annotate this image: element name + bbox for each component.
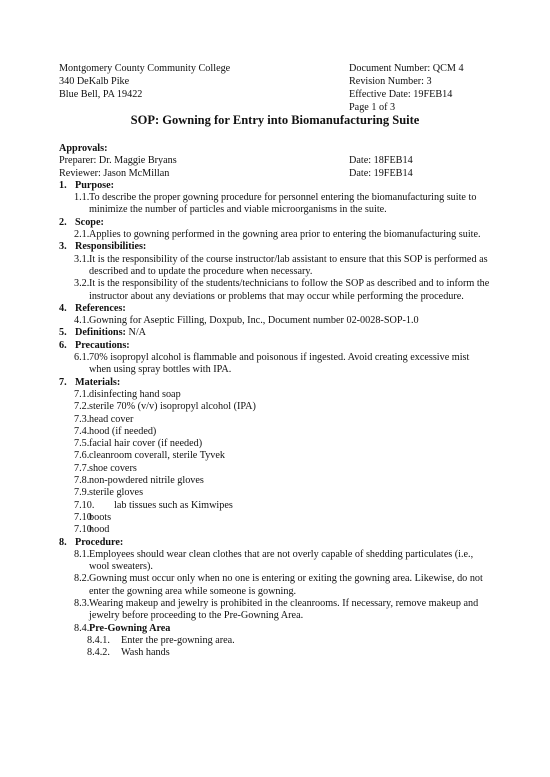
section-number: 4. [59, 302, 67, 314]
preparer-name: Preparer: Dr. Maggie Bryans [59, 155, 177, 167]
item-number: 7.3. [74, 413, 90, 425]
approvals-heading: Approvals: [59, 143, 108, 154]
item-number: 7.9. [74, 487, 90, 499]
list-item [59, 475, 491, 487]
item-number: 8.2. [74, 573, 90, 585]
revision-number: Revision Number: 3 [349, 76, 432, 87]
section-title: Procedure: [75, 536, 124, 548]
list-item [59, 598, 491, 623]
section-heading-responsibilities [59, 241, 491, 253]
reviewer-date: Date: 19FEB14 [349, 167, 413, 179]
item-text: shoe covers [89, 462, 137, 474]
item-text: It is the responsibility of the students/technicians to follow the SOP as described and to inform the instructor about any deviations or problems that may occur while performing the procedure. [89, 278, 490, 302]
item-text: 70% isopropyl alcohol is flammable and poisonous if ingested. Avoid creating excessive mist when using spray bottles with IPA. [89, 352, 470, 376]
document-header [59, 63, 491, 115]
header-row [59, 63, 491, 76]
list-item [59, 352, 491, 377]
header-row [59, 89, 491, 102]
section-heading-procedure [59, 537, 491, 549]
document-title: SOP: Gowning for Entry into Biomanufacturing Suite [130, 113, 420, 127]
item-number: 8.3. [74, 597, 90, 609]
item-text: non-powdered nitrile gloves [89, 475, 204, 487]
list-item [59, 463, 491, 475]
section-title: Responsibilities: [75, 241, 147, 253]
item-text: Gowning for Aseptic Filling, Doxpub, Inc., Document number 02-0028-SOP-1.0 [89, 315, 419, 327]
item-text: facial hair cover (if needed) [89, 438, 203, 450]
item-number: 7.6. [74, 450, 90, 462]
section-title: References: [75, 302, 126, 314]
item-number: 8.4. [74, 622, 90, 634]
item-number: 4.1. [74, 315, 90, 327]
item-text: Wearing makeup and jewelry is prohibited in the cleanrooms. If necessary, remove makeup and jewelry before proceeding to the Pre-Gowning Area. [89, 597, 479, 622]
address-street: 340 DeKalb Pike [59, 76, 130, 87]
list-item [59, 487, 491, 499]
item-text: head cover [89, 413, 134, 425]
document-body [59, 143, 491, 659]
list-item [59, 438, 491, 450]
section-inline-value: N/A [125, 327, 147, 339]
item-number: 7.10. [74, 499, 95, 511]
item-number: 7.7. [74, 462, 90, 474]
list-item [59, 401, 491, 413]
header-row [59, 76, 491, 89]
section-heading-definitions [59, 327, 491, 339]
list-item [59, 315, 491, 327]
section-title: Scope: [75, 216, 104, 228]
item-text: boots [89, 511, 112, 523]
section-heading-scope [59, 217, 491, 229]
list-item [59, 278, 491, 303]
list-item [59, 426, 491, 438]
college-name: Montgomery County Community College [59, 63, 231, 74]
list-item [59, 414, 491, 426]
section-number: 1. [59, 179, 67, 191]
sub-list-item [59, 647, 491, 659]
section-number: 8. [59, 536, 67, 548]
sections-list [59, 180, 491, 660]
item-text: hood [89, 524, 110, 536]
item-number: 7.5. [74, 438, 90, 450]
list-item [59, 450, 491, 462]
item-number: 3.2. [74, 278, 90, 290]
item-number: 8.1. [74, 548, 90, 560]
item-text: Pre-Gowning Area [89, 622, 171, 634]
section-number: 7. [59, 376, 67, 388]
section-heading-references [59, 303, 491, 315]
item-number: 8.4.2. [87, 647, 110, 659]
item-number: 7.10 [74, 511, 92, 523]
item-text: cleanroom coverall, sterile Tyvek [89, 450, 226, 462]
preparer-row [59, 155, 491, 167]
sub-list-item [59, 635, 491, 647]
item-text: Gowning must occur only when no one is entering or exiting the gowning area. Likewise, do not enter the gowning area while someone is gowning. [89, 573, 483, 597]
preparer-date: Date: 18FEB14 [349, 155, 413, 167]
item-number: 8.4.1. [87, 634, 110, 646]
item-text: Employees should wear clean clothes that are not overly capable of shedding particulates (i.e., wool sweaters). [89, 548, 474, 573]
list-item [59, 229, 491, 241]
item-text: sterile gloves [89, 487, 144, 499]
item-number: 1.1. [74, 192, 90, 204]
item-number: 7.8. [74, 475, 90, 487]
section-number: 5. [59, 327, 67, 339]
section-title: Precautions: [75, 339, 130, 351]
item-text: To describe the proper gowning procedure for personnel entering the biomanufacturing suite to minimize the number of particles and viable microorganisms in the suite. [89, 192, 477, 216]
section-heading-precautions [59, 340, 491, 352]
list-item [59, 500, 491, 512]
item-text: disinfecting hand soap [89, 388, 181, 400]
item-text: sterile 70% (v/v) isopropyl alcohol (IPA) [89, 401, 256, 413]
list-item [59, 623, 491, 635]
item-number: 7.4. [74, 425, 90, 437]
item-number: 7.2. [74, 401, 90, 413]
effective-date: Effective Date: 19FEB14 [349, 89, 453, 100]
item-number: 3.1. [74, 253, 90, 265]
section-heading-purpose [59, 180, 491, 192]
item-number: 6.1. [74, 352, 90, 364]
address-city: Blue Bell, PA 19422 [59, 89, 143, 100]
document-number: Document Number: QCM 4 [349, 63, 464, 74]
section-title: Materials: [75, 376, 121, 388]
item-number: 2.1. [74, 229, 90, 241]
section-number: 3. [59, 241, 67, 253]
list-item [59, 254, 491, 279]
list-item [59, 549, 491, 574]
section-number: 6. [59, 339, 67, 351]
section-title: Purpose: [75, 179, 115, 191]
page-number: Page 1 of 3 [349, 102, 396, 113]
section-title: Definitions: N/A [75, 327, 147, 339]
reviewer-row [59, 168, 491, 180]
item-text: hood (if needed) [89, 425, 157, 437]
item-text: Wash hands [121, 647, 170, 659]
item-text: Applies to gowning performed in the gowning area prior to entering the biomanufacturing suite. [89, 229, 481, 241]
item-text: It is the responsibility of the course instructor/lab assistant to ensure that this SOP is performed as described and to update the procedure when necessary. [89, 253, 488, 277]
list-item [59, 524, 491, 536]
item-number: 7.1. [74, 388, 90, 400]
item-text: Enter the pre-gowning area. [121, 634, 235, 646]
list-item [59, 512, 491, 524]
list-item [59, 389, 491, 401]
section-number: 2. [59, 216, 67, 228]
reviewer-name: Reviewer: Jason McMillan [59, 167, 170, 179]
item-number: 7.10 [74, 524, 92, 536]
list-item [59, 573, 491, 598]
item-text: lab tissues such as Kimwipes [114, 499, 233, 511]
section-heading-materials [59, 377, 491, 389]
list-item [59, 192, 491, 217]
